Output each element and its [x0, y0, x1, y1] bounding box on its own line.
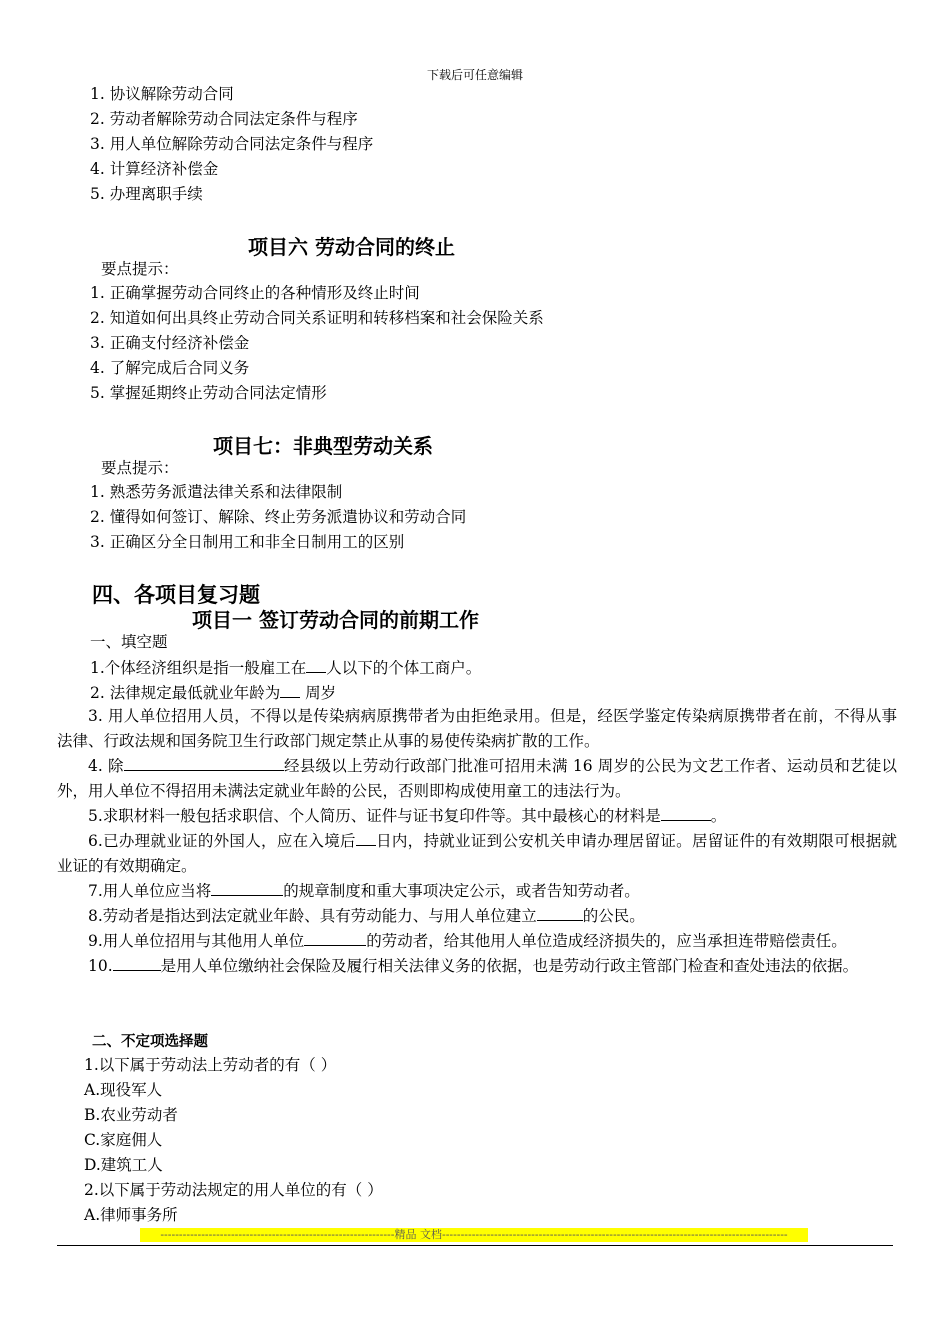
- list-item: 1. 熟悉劳务派遣法律关系和法律限制: [90, 483, 343, 501]
- list-item: 5. 掌握延期终止劳动合同法定情形: [90, 384, 327, 402]
- choice-option: A.律师事务所: [84, 1206, 178, 1224]
- fill-heading: 一、填空题: [90, 633, 168, 651]
- list-item: 2. 知道如何出具终止劳动合同关系证明和转移档案和社会保险关系: [90, 309, 544, 327]
- question-2: 2. 法律规定最低就业年龄为 周岁: [90, 681, 336, 703]
- question-6: 6.已办理就业证的外国人，应在入境后 日内，持就业证到公安机关申请办理居留证。居留证件的有效期限可根据就业证的有效期确定。: [57, 829, 897, 878]
- answer-blank[interactable]: [306, 656, 326, 673]
- answer-blank[interactable]: [280, 681, 300, 698]
- list-item: 4. 计算经济补偿金: [90, 160, 219, 178]
- question-5: 5.求职材料一般包括求职信、个人简历、证件与证书复印件等。其中最核心的材料是 。: [57, 804, 897, 829]
- question-4: 4. 除 经县级以上劳动行政部门批准可招用未满 16 周岁的公民为文艺工作者、运动员和艺徒以外，用人单位不得招用未满法定就业年龄的公民，否则即构成使用童工的违法行为。: [57, 754, 897, 803]
- choice-option: B.农业劳动者: [84, 1106, 178, 1124]
- list-item: 3. 用人单位解除劳动合同法定条件与程序: [90, 135, 374, 153]
- question-9: 9.用人单位招用与其他用人单位 的劳动者，给其他用人单位造成经济损失的，应当承担连带赔偿责任。: [57, 929, 897, 954]
- project7-hint: 要点提示：: [101, 459, 179, 477]
- answer-blank[interactable]: [304, 929, 366, 946]
- list-item: 3. 正确区分全日制用工和非全日制用工的区别: [90, 533, 405, 551]
- answer-blank[interactable]: [537, 904, 583, 921]
- question-7: 7.用人单位应当将 的规章制度和重大事项决定公示，或者告知劳动者。: [57, 879, 897, 904]
- project6-hint: 要点提示：: [101, 260, 179, 278]
- answer-blank[interactable]: [113, 954, 161, 971]
- choice-question: 1.以下属于劳动法上劳动者的有（ ）: [84, 1056, 337, 1074]
- project1-title: 项目一 签订劳动合同的前期工作: [192, 608, 479, 632]
- answer-blank[interactable]: [211, 879, 283, 896]
- review-title: 四、各项目复习题: [92, 583, 260, 607]
- answer-blank[interactable]: [356, 829, 376, 846]
- list-item: 2. 懂得如何签订、解除、终止劳务派遣协议和劳动合同: [90, 508, 467, 526]
- project7-title: 项目七：非典型劳动关系: [213, 434, 433, 458]
- choice-question: 2.以下属于劳动法规定的用人单位的有（ ）: [84, 1181, 383, 1199]
- question-1: 1.个体经济组织是指一般雇工在 人以下的个体工商户。: [90, 656, 481, 678]
- question-10: 10. 是用人单位缴纳社会保险及履行相关法律义务的依据，也是劳动行政主管部门检查和查处违法的依据。: [57, 954, 897, 979]
- list-item: 2. 劳动者解除劳动合同法定条件与程序: [90, 110, 358, 128]
- list-item: 4. 了解完成后合同义务: [90, 359, 250, 377]
- list-item: 3. 正确支付经济补偿金: [90, 334, 250, 352]
- choice-heading: 二、不定项选择题: [92, 1034, 208, 1050]
- question-8: 8.劳动者是指达到法定就业年龄、具有劳动能力、与用人单位建立 的公民。: [57, 904, 897, 929]
- list-item: 1. 协议解除劳动合同: [90, 85, 234, 103]
- choice-option: C.家庭佣人: [84, 1131, 163, 1149]
- footer-divider: [57, 1245, 893, 1246]
- list-item: 1. 正确掌握劳动合同终止的各种情形及终止时间: [90, 284, 420, 302]
- choice-option: A.现役军人: [84, 1081, 163, 1099]
- footer-banner: ---------------------------------------------------------------精品 文档---------------------------------------------------------------------------------------------: [140, 1228, 808, 1242]
- answer-blank[interactable]: [661, 804, 711, 821]
- page-header-note: 下载后可任意编辑: [426, 68, 523, 82]
- question-3: 3. 用人单位招用人员，不得以是传染病病原携带者为由拒绝录用。但是，经医学鉴定传染病原携带者在前，不得从事法律、行政法规和国务院卫生行政部门规定禁止从事的易使传染病扩散的工作。: [57, 707, 897, 750]
- project6-title: 项目六 劳动合同的终止: [248, 235, 455, 259]
- list-item: 5. 办理离职手续: [90, 185, 203, 203]
- answer-blank[interactable]: [124, 754, 284, 771]
- choice-option: D.建筑工人: [84, 1156, 163, 1174]
